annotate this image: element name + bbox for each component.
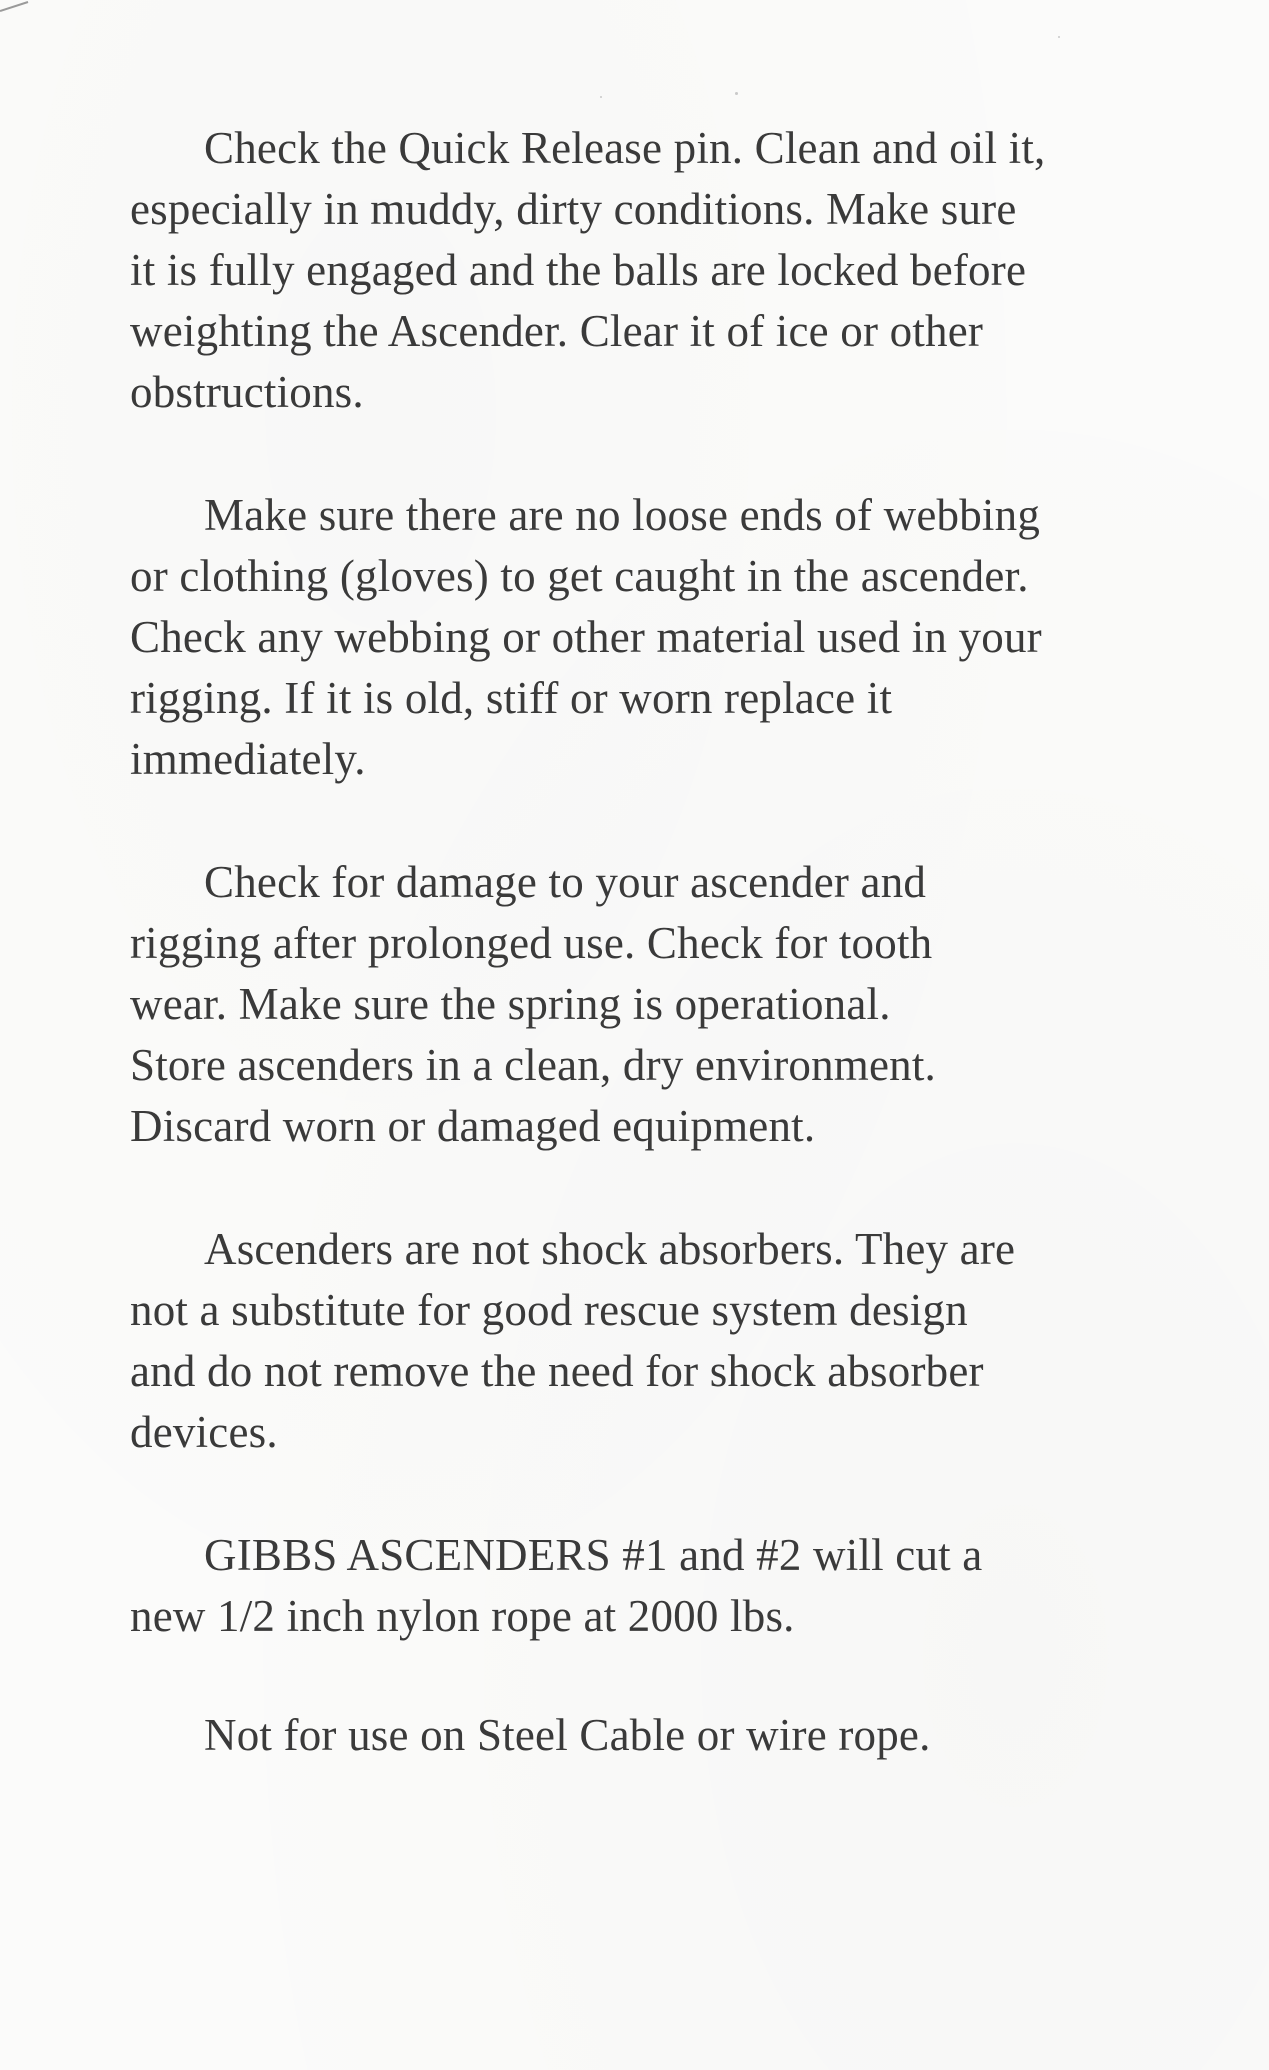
text-line: it is fully engaged and the balls are locked before bbox=[130, 245, 1027, 295]
text-line: Store ascenders in a clean, dry environment. bbox=[130, 1040, 937, 1090]
text-line: especially in muddy, dirty conditions. Make sure bbox=[130, 184, 1017, 234]
text-line: or clothing (gloves) to get caught in the ascender. bbox=[130, 551, 1029, 601]
paragraph-damage-check bbox=[130, 852, 1190, 1157]
text-line: Check for damage to your ascender and bbox=[204, 857, 927, 907]
text-line: and do not remove the need for shock absorber bbox=[130, 1346, 984, 1396]
text-line: Check the Quick Release pin. Clean and oil it, bbox=[204, 123, 1046, 173]
paragraph-gibbs-ascenders bbox=[130, 1525, 1190, 1647]
text-line: wear. Make sure the spring is operational. bbox=[130, 979, 891, 1029]
paper-speck bbox=[1058, 36, 1060, 38]
text-line: Not for use on Steel Cable or wire rope. bbox=[204, 1710, 931, 1760]
text-line: rigging. If it is old, stiff or worn replace it bbox=[130, 673, 893, 723]
text-line: obstructions. bbox=[130, 367, 364, 417]
document-body bbox=[130, 118, 1190, 1828]
paragraph-loose-ends bbox=[130, 485, 1190, 790]
text-line: new 1/2 inch nylon rope at 2000 lbs. bbox=[130, 1591, 795, 1641]
paragraph-quick-release-pin bbox=[130, 118, 1190, 423]
text-line: GIBBS ASCENDERS #1 and #2 will cut a bbox=[204, 1530, 983, 1580]
text-line: not a substitute for good rescue system design bbox=[130, 1285, 968, 1335]
text-line: rigging after prolonged use. Check for tooth bbox=[130, 918, 933, 968]
paragraph-shock-absorbers bbox=[130, 1219, 1190, 1463]
text-line: Discard worn or damaged equipment. bbox=[130, 1101, 816, 1151]
text-line: devices. bbox=[130, 1407, 278, 1457]
paper-speck bbox=[600, 96, 602, 98]
text-line: Make sure there are no loose ends of webbing bbox=[204, 490, 1041, 540]
scan-corner-mark bbox=[0, 0, 30, 12]
text-line: immediately. bbox=[130, 734, 366, 784]
paragraph-steel-cable-warning bbox=[130, 1705, 1190, 1766]
paper-speck bbox=[735, 92, 738, 95]
text-line: weighting the Ascender. Clear it of ice or other bbox=[130, 306, 984, 356]
text-line: Check any webbing or other material used in your bbox=[130, 612, 1042, 662]
text-line: Ascenders are not shock absorbers. They are bbox=[204, 1224, 1016, 1274]
